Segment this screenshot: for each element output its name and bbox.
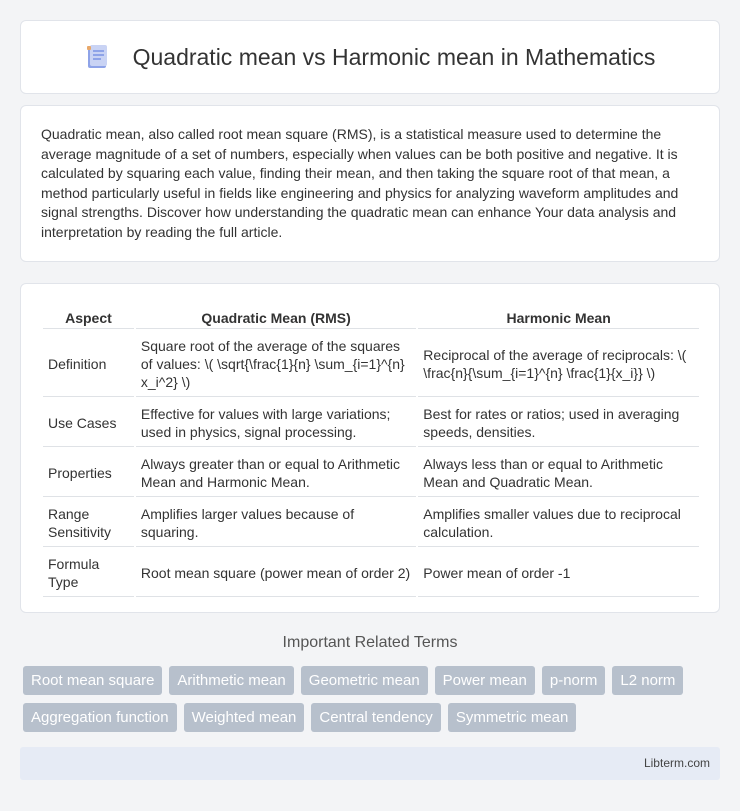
tag-power-mean[interactable]: Power mean: [435, 666, 535, 695]
row-harmonic: Always less than or equal to Arithmetic Mean and Quadratic Mean.: [418, 449, 699, 497]
table-row: [43, 331, 699, 397]
row-aspect: Formula Type: [43, 549, 134, 597]
document-icon: [85, 44, 111, 70]
related-terms-list: [23, 666, 723, 732]
row-quadratic: Always greater than or equal to Arithmetic Mean and Harmonic Mean.: [136, 449, 416, 497]
tag-symmetric-mean[interactable]: Symmetric mean: [448, 703, 577, 732]
tag-l2-norm[interactable]: L2 norm: [612, 666, 683, 695]
header-harmonic-mean: Harmonic Mean: [418, 306, 699, 329]
page-title: Quadratic mean vs Harmonic mean in Mathematics: [132, 43, 656, 70]
tag-central-tendency[interactable]: Central tendency: [311, 703, 440, 732]
title-wrap: [85, 44, 656, 71]
tag-root-mean-square[interactable]: Root mean square: [23, 666, 162, 695]
row-quadratic: Root mean square (power mean of order 2): [136, 549, 416, 597]
row-aspect: Range Sensitivity: [43, 499, 134, 547]
footer: [20, 747, 720, 780]
row-quadratic: Effective for values with large variations; used in physics, signal processing.: [136, 399, 416, 447]
tag-p-norm[interactable]: p-norm: [542, 666, 606, 695]
tag-geometric-mean[interactable]: Geometric mean: [301, 666, 428, 695]
tag-weighted-mean[interactable]: Weighted mean: [184, 703, 305, 732]
table-row: [43, 549, 699, 597]
row-aspect: Use Cases: [43, 399, 134, 447]
table-row: [43, 449, 699, 497]
table-row: [43, 399, 699, 447]
intro-paragraph: Quadratic mean, also called root mean square (RMS), is a statistical measure used to determine the average magnitude of a set of numbers, especially when values can be both positive and negative. It is calculated by squaring each value, finding their mean, and then taking the square root of that mean, a method particularly useful in fields like engineering and physics for analyzing waveform amplitudes and signal strengths. Discover how understanding the quadratic mean can enhance Your data analysis and interpretation by reading the full article.: [41, 126, 679, 240]
comparison-card: [20, 283, 720, 613]
tag-aggregation-function[interactable]: Aggregation function: [23, 703, 177, 732]
row-harmonic: Best for rates or ratios; used in averaging speeds, densities.: [418, 399, 699, 447]
row-quadratic: Square root of the average of the squares of values: \( \sqrt{\frac{1}{n} \sum_{i=1}^{n} x_i^2} \): [136, 331, 416, 397]
footer-site-link[interactable]: Libterm.com: [643, 756, 710, 770]
table-row: [43, 499, 699, 547]
related-terms-title: Important Related Terms: [282, 634, 458, 651]
header-quadratic-mean: Quadratic Mean (RMS): [136, 306, 416, 329]
table-header-row: [43, 306, 699, 329]
row-harmonic: Amplifies smaller values due to reciprocal calculation.: [418, 499, 699, 547]
header-card: [20, 20, 720, 94]
row-harmonic: Reciprocal of the average of reciprocals: \( \frac{n}{\sum_{i=1}^{n} \frac{1}{x_i}} \): [418, 331, 699, 397]
row-quadratic: Amplifies larger values because of squaring.: [136, 499, 416, 547]
tag-arithmetic-mean[interactable]: Arithmetic mean: [169, 666, 293, 695]
row-harmonic: Power mean of order -1: [418, 549, 699, 597]
row-aspect: Properties: [43, 449, 134, 497]
comparison-table: [41, 304, 701, 599]
intro-card: [20, 105, 720, 262]
header-aspect: Aspect: [43, 306, 134, 329]
row-aspect: Definition: [43, 331, 134, 397]
